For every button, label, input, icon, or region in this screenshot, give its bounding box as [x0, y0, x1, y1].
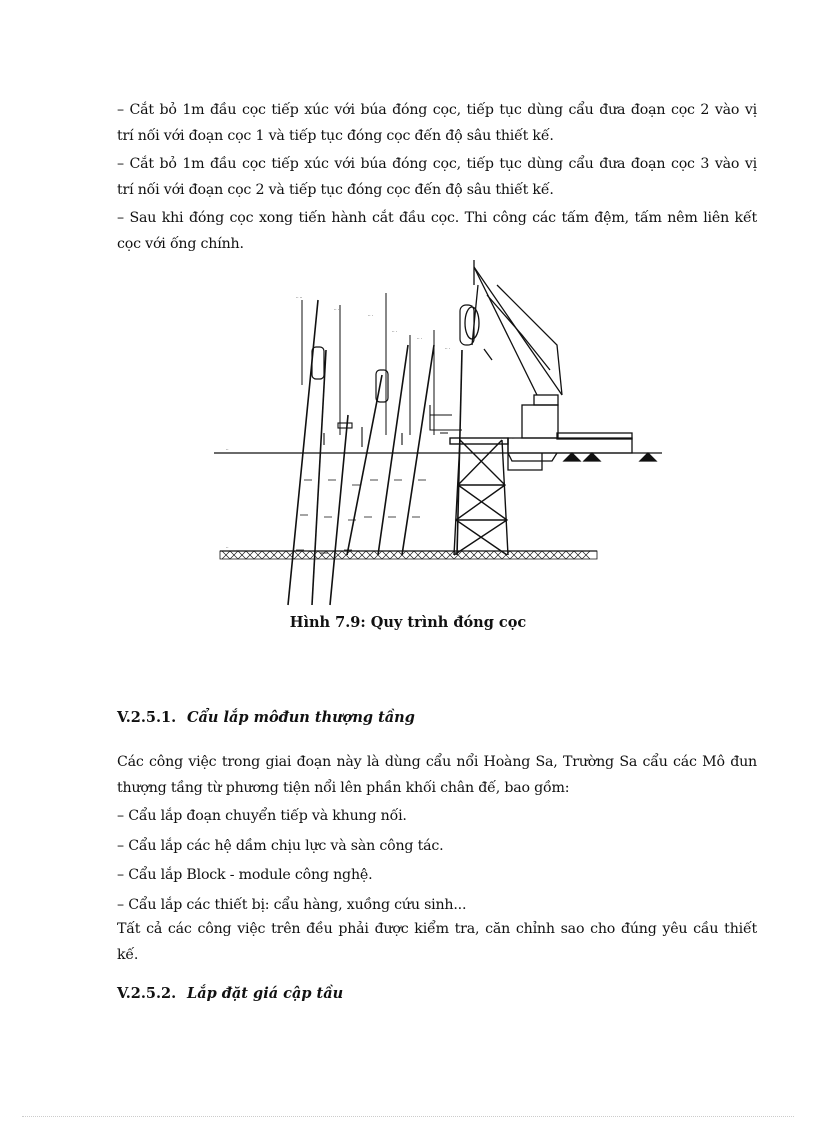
annotations	[226, 295, 515, 550]
page-bottom-rule	[22, 1116, 794, 1117]
pile-3	[330, 415, 348, 605]
section1-body-line-1: Các công việc trong giai đoạn này là dùng cẩu nổi Hoàng Sa, Trường Sa cẩu các Mô đun	[117, 754, 757, 770]
figure-caption: Hình 7.9: Quy trình đóng cọc	[289, 614, 527, 631]
pile-6	[402, 345, 434, 555]
list-item: – Cẩu lắp các thiết bị: cẩu hàng, xuồng cứu sinh...	[117, 896, 467, 913]
bullet-3-line-1: – Sau khi đóng cọc xong tiến hành cắt đầu cọc. Thi công các tấm đệm, tấm nêm liên kết	[117, 210, 757, 226]
bullet-3-line-2: cọc với ống chính.	[117, 236, 244, 252]
crane-boom	[465, 260, 562, 395]
list-item: – Cẩu lắp Block - module công nghệ.	[117, 867, 373, 883]
section1-list	[117, 802, 757, 920]
pile-4	[347, 375, 382, 555]
bullet-1-line-1: – Cắt bỏ 1m đầu cọc tiếp xúc với búa đóng cọc, tiếp tục dùng cẩu đưa đoạn cọc 2 vào vị	[117, 102, 757, 118]
section-title-1: Cẩu lắp môđun thượng tầng	[187, 709, 415, 726]
svg-text:··: ··	[512, 436, 515, 441]
seabed-hatch	[222, 551, 590, 559]
list-item: – Cẩu lắp đoạn chuyển tiếp và khung nối.	[117, 808, 407, 824]
section-heading-2	[117, 985, 343, 1002]
section-number-1: V.2.5.1.	[117, 709, 177, 726]
bullet-2-line-2: trí nối với đoạn cọc 2 và tiếp tục đóng cọc đến độ sâu thiết kế.	[117, 182, 554, 198]
pile-2	[312, 350, 326, 605]
svg-text:·· ··: ·· ··	[296, 295, 303, 300]
section1-closing	[117, 916, 757, 968]
section-number-2: V.2.5.2.	[117, 985, 177, 1002]
section1-closing-line-2: kế.	[117, 947, 139, 963]
section-heading-1	[117, 709, 415, 726]
section-title-2: Lắp đặt giá cập tầu	[187, 985, 344, 1002]
pile-driving-diagram	[212, 255, 667, 610]
svg-text:·· ·: ·· ·	[334, 307, 340, 312]
list-item: – Cẩu lắp các hệ dầm chịu lực và sàn công tác.	[117, 837, 444, 854]
section1-body-line-2: thượng tầng từ phương tiện nổi lên phần khối chân đế, bao gồm:	[117, 780, 570, 796]
section1-body	[117, 749, 757, 801]
svg-text:·· ·: ·· ·	[392, 329, 398, 334]
bullet-3	[117, 205, 757, 257]
svg-text:·· ·: ·· ·	[368, 313, 374, 318]
bullet-1	[117, 97, 757, 149]
svg-text:·· ··: ·· ··	[467, 303, 474, 308]
bullet-2-line-1: – Cắt bỏ 1m đầu cọc tiếp xúc với búa đóng cọc, tiếp tục dùng cẩu đưa đoạn cọc 3 vào vị	[117, 156, 757, 172]
svg-text:·· ·: ·· ·	[445, 346, 451, 351]
svg-text:··: ··	[226, 545, 229, 550]
section1-closing-line-1: Tất cả các công việc trên đều phải được kiểm tra, căn chỉnh sao cho đúng yêu cầu thiết	[117, 921, 757, 937]
svg-text:·· ·: ·· ·	[417, 336, 423, 341]
bullet-1-line-2: trí nối với đoạn cọc 1 và tiếp tục đóng cọc đến độ sâu thiết kế.	[117, 128, 554, 144]
svg-text:··: ··	[226, 447, 229, 452]
pile-hammers	[312, 305, 474, 402]
top-platform	[324, 405, 462, 447]
crane-barge	[508, 395, 656, 470]
bullet-2	[117, 151, 757, 203]
